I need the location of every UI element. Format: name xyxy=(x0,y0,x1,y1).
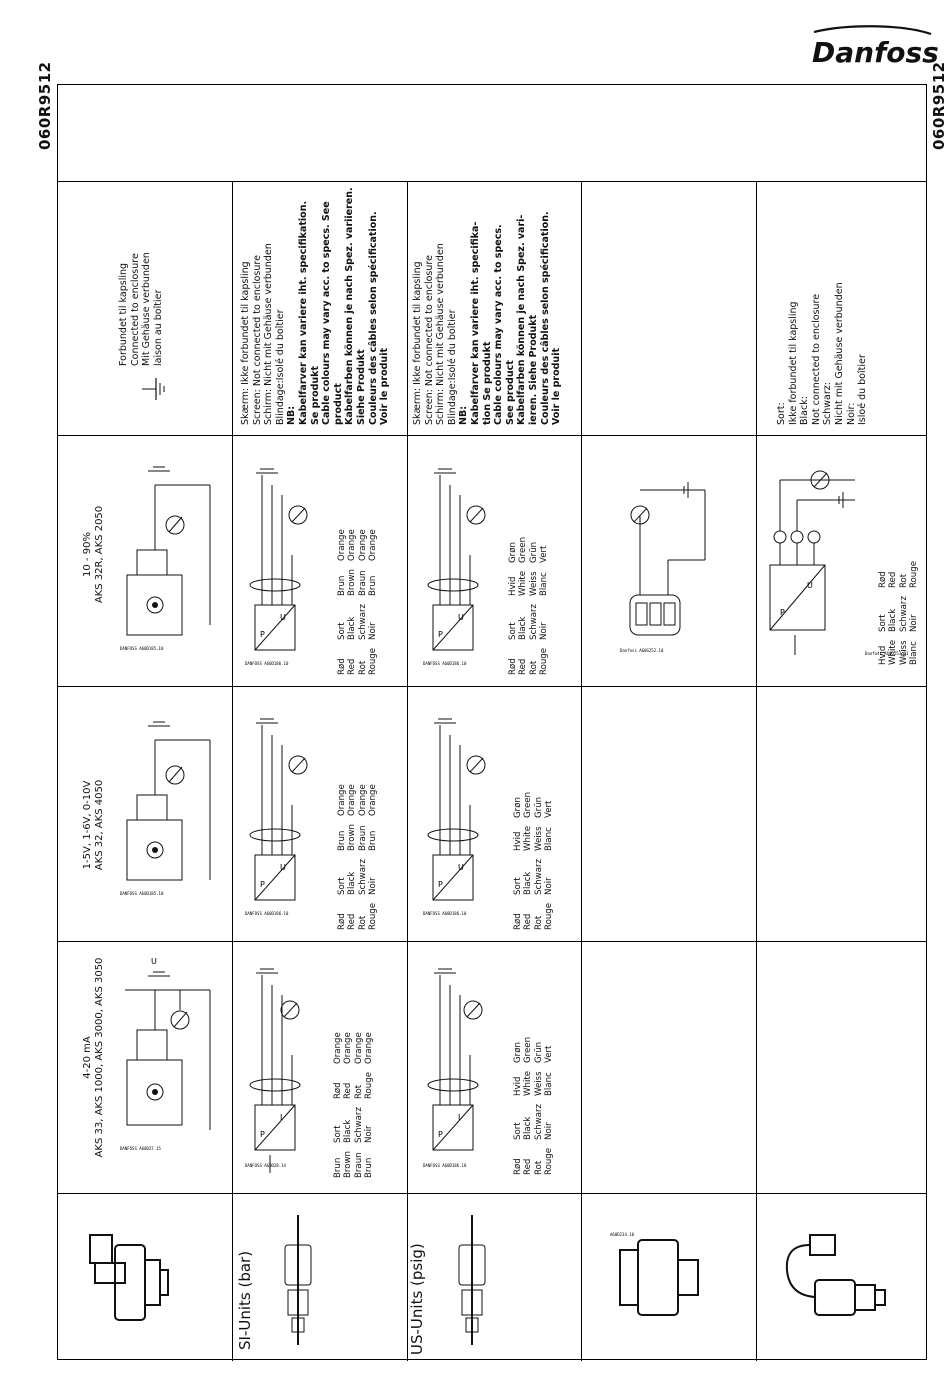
ground-legend: Forbundet til kapsling Connected to enclosure Mit Gehäuse verbunden laison au boîtier xyxy=(118,252,164,366)
wire-legend-us-10-90: Rød Red Rot Rouge Sort Black Schwarz Noir Hvid White Weiss Blanc Grøn Green Grün Vert xyxy=(508,536,549,675)
drawing-number-r1c2: DANFOSS A60D185.10 xyxy=(120,891,164,896)
black-wire-note: Sort: Ikke forbundet til kapsling Black: Not connected to enclosure Schwarz: Nicht mit Gehäuse verbunden Noir: Isloé du boîtier xyxy=(776,282,869,425)
drawing-number-r1c1: DANFOSS A60D27.15 xyxy=(120,1146,161,1151)
cable-sensor-si-icon xyxy=(258,1210,343,1350)
svg-text:I: I xyxy=(280,1113,283,1122)
flying-lead-sensor-icon xyxy=(775,1225,895,1325)
wire-legend-row5: Hvid White Weiss Blanc Sort Black Schwarz Noir Rød Red Rot Rouge xyxy=(878,560,919,665)
wire-legend-us-1-5v: Rød Red Rot Rouge Sort Black Schwarz Noir Hvid White Weiss Blanc Grøn Green Grün Vert xyxy=(513,791,554,930)
svg-text:DANFOSS A60D186.10: DANFOSS A60D186.10 xyxy=(245,661,289,666)
column-title-10-90: 10 - 90% AKS 32R, AKS 2050 xyxy=(82,505,105,604)
svg-text:U: U xyxy=(458,613,464,622)
svg-text:P: P xyxy=(260,880,265,889)
svg-text:Danfoss A60G253.11: Danfoss A60G253.11 xyxy=(865,651,909,656)
svg-text:P: P xyxy=(780,608,785,617)
screen-note-si: Skærm: Ikke forbundet til kapsling Screen: Not connected to enclosure Schirm: Nicht mit Gehäuse verbunden Blindage:Isolé du boîtier NB: Kabelfarver kan variere iht. specifikation. Se produkt Cable colours may vary acc. to specs. See product Kabelfarben können je nach Spez. variieren. Siehe Produkt Couleurs des câbles selon spécification. Voir le produit xyxy=(240,187,391,425)
document-code-right: 060R9512 xyxy=(930,61,948,150)
svg-text:I: I xyxy=(458,1113,461,1122)
packard-sensor-icon xyxy=(600,1220,720,1330)
wiring-diagram-us-1-5v xyxy=(418,705,508,920)
wire-legend-us-4-20: Rød Red Rot Rouge Sort Black Schwarz Noir Hvid White Weiss Blanc Grøn Green Grün Vert xyxy=(513,1036,554,1175)
din-sensor-icon xyxy=(85,1225,175,1340)
svg-text:DANFOSS A60D186.10: DANFOSS A60D186.10 xyxy=(423,911,467,916)
packard-connector-diagram xyxy=(610,460,720,660)
din-connector-diagram-1-5v xyxy=(115,700,225,900)
wiring-diagram-si-4-20 xyxy=(240,955,330,1175)
si-units-label: SI-Units (bar) xyxy=(236,1250,254,1350)
logo-text: Danfoss xyxy=(812,36,939,69)
wiring-diagram-us-10-90 xyxy=(418,455,508,670)
din-connector-diagram-4-20 xyxy=(115,950,225,1180)
svg-text:P: P xyxy=(260,1130,265,1139)
svg-text:U: U xyxy=(807,581,813,590)
wire-legend-si-10-90: Rød Red Rot Rouge Sort Black Schwarz Noir Brun Brown Braun Brun Orange Orange Orange Orange xyxy=(337,529,378,675)
wire-legend-si-4-20: Brun Brown Braun Brun Sort Black Schwarz Noir Rød Red Rot Rouge Orange Orange Orange Orange xyxy=(333,1032,374,1178)
din-connector-diagram-10-90 xyxy=(115,445,225,660)
wiring-diagram-si-10-90 xyxy=(240,455,330,670)
svg-text:P: P xyxy=(260,630,265,639)
ub-label: U xyxy=(151,957,157,966)
wiring-diagram-si-1-5v xyxy=(240,705,330,920)
svg-text:DANFOSS A60D186.10: DANFOSS A60D186.10 xyxy=(423,661,467,666)
svg-text:U: U xyxy=(280,613,286,622)
cable-sensor-us-icon xyxy=(432,1210,517,1350)
svg-text:DANFOSS A60D186.10: DANFOSS A60D186.10 xyxy=(423,1163,467,1168)
drawing-number-r1c3: DANFOSS A60D185.10 xyxy=(120,646,164,651)
wiring-diagram-us-4-20 xyxy=(418,955,508,1175)
wire-legend-si-1-5v: Rød Red Rot Rouge Sort Black Schwarz Noir Brun Brown Braun Brun Orange Orange Orange Orange xyxy=(337,784,378,930)
svg-text:U: U xyxy=(458,863,464,872)
svg-text:DANFOSS A60D28.14: DANFOSS A60D28.14 xyxy=(245,1163,286,1168)
ground-symbol-icon xyxy=(140,375,170,405)
svg-text:U: U xyxy=(280,863,286,872)
svg-text:P: P xyxy=(438,630,443,639)
document-code-left: 060R9512 xyxy=(36,61,54,150)
svg-text:P: P xyxy=(438,1130,443,1139)
svg-text:A60D234.10: A60D234.10 xyxy=(610,1232,635,1237)
svg-text:Danfoss A60G252.10: Danfoss A60G252.10 xyxy=(620,648,664,653)
column-title-1-5v: 1-5V, 1-6V, 0-10V AKS 32, AKS 4050 xyxy=(82,779,105,871)
svg-text:DANFOSS A60D186.10: DANFOSS A60D186.10 xyxy=(245,911,289,916)
svg-text:P: P xyxy=(438,880,443,889)
screen-note-us: Skærm: Ikke forbundet til kapsling Screen: Not connected to enclosure Schirm: Nicht mit Gehäuse verbunden Blindage:Isolé du boîtier NB: Kabelfarver kan variere iht. specifika- tion Se produkt Cable colours may vary acc. to specs. See product Kabelfarben können je nach Spez. vari- ieren. Siehe Produkt Couleurs des câbles selon spécification. Voir le produit xyxy=(412,211,563,425)
us-units-label: US-Units (psig) xyxy=(408,1243,426,1355)
danfoss-logo xyxy=(806,22,939,72)
column-title-4-20ma: 4-20 mA AKS 33, AKS 1000, AKS 3000, AKS 3050 xyxy=(82,957,105,1158)
